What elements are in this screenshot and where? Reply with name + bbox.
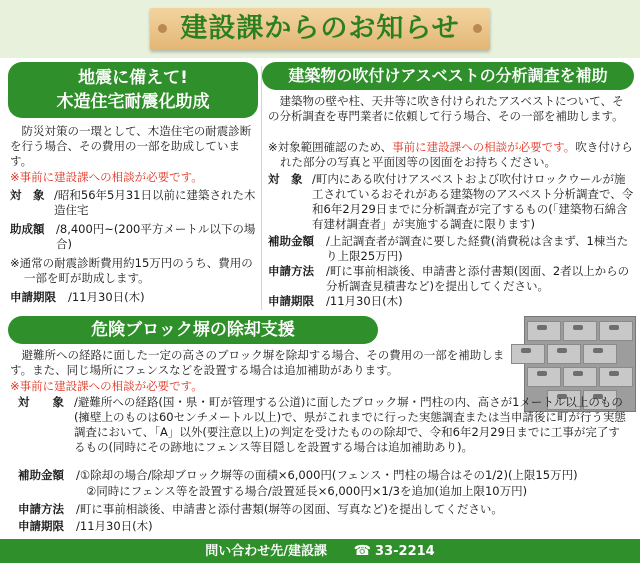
section3-method-value: /町に事前相談後、申請書と添付書類(塀等の図面、写真など)を提出してください。 — [76, 502, 503, 516]
section3-deadline-value: /11月30日(木) — [76, 519, 153, 533]
section1-intro: 防災対策の一環として、木造住宅の耐震診断を行う場合、その費用の一部を助成しています。 — [10, 124, 252, 168]
wall-block — [547, 344, 581, 364]
wall-block-hole — [609, 325, 619, 330]
section1-note: ※通常の耐震診断費用約15万円のうち、費用の一部を町が助成します。 — [10, 256, 253, 285]
wall-block-hole — [573, 325, 583, 330]
section3-amount-value2: ②同時にフェンス等を設置する場合/設置延長×6,000円×1/3を追加(追加上限10万円) — [86, 484, 528, 498]
section1-deadline-value: /11月30日(木) — [68, 290, 145, 304]
section2-amount-value: /上記調査者が調査に要した経費(消費税は含まず、1棟当たり上限25万円) — [326, 234, 629, 263]
section1-deadline-label: 申請期限 — [10, 290, 56, 304]
phone-number: 33-2214 — [375, 544, 435, 559]
section2-note-suffix: 吹き付けられた部分の写真と平面図等の図面をお持ちください。 — [280, 140, 633, 169]
section1-amount-row — [10, 222, 258, 254]
section3-amount-label: 補助金額 — [18, 468, 64, 482]
section3-target-value: /避難所への経路(国・県・町が管理する公道)に面したブロック塀・門柱の内、高さが1メートル以上のもの(擁壁上のものは60センチメートル以上)で、県がこれまでに行った実態調査または当申請後に町が行う実態調査において、「A」以外(要注意以上)の判定を受けたものの除却で、令和6年2月29日までに工事が完了するもの(同時にその跡地にフェンス等目隠しを設置する場合は追加補助あり)。 — [74, 395, 626, 454]
section3-method-row — [18, 502, 630, 518]
section2-amount-row — [268, 234, 634, 264]
section1-deadline-row — [10, 290, 258, 306]
section2-method-value: /町に事前相談後、申請書と添付書類(図面、2者以上からの分析調査見積書など)を提出してください。 — [326, 264, 630, 293]
section2-target-row — [268, 172, 634, 234]
section1-heading-line1: 地震に備えて! — [78, 68, 188, 88]
wall-block-hole — [537, 371, 547, 376]
section1-target-row — [10, 188, 258, 220]
section1-heading-line2: 木造住宅耐震化助成 — [56, 92, 210, 112]
wall-block-hole — [573, 371, 583, 376]
section3-target-row — [18, 395, 630, 457]
contact-footer — [0, 539, 640, 563]
contact-label: 問い合わせ先/建設課 — [205, 544, 328, 559]
section3-amount-row — [18, 468, 630, 500]
wall-block-hole — [609, 371, 619, 376]
section2-method-row — [268, 264, 634, 294]
section1-target-label: 対 象 — [10, 188, 45, 202]
phone-number-group — [354, 544, 435, 559]
telephone-icon: ☎ — [353, 543, 372, 559]
section1-heading — [8, 62, 258, 118]
wall-block — [527, 321, 561, 341]
section2-deadline-label: 申請期限 — [268, 294, 314, 308]
section2-method-label: 申請方法 — [268, 264, 314, 278]
wall-block-hole — [557, 348, 567, 353]
section3-method-label: 申請方法 — [18, 502, 64, 516]
section3-target-label: 対 象 — [18, 395, 64, 409]
section3-deadline-row — [18, 519, 630, 535]
section3-amount-value1: /①除却の場合/除却ブロック塀等の面積×6,000円(フェンス・門柱の場合はその1/2)(上限15万円) — [76, 468, 578, 482]
wall-block — [563, 367, 597, 387]
section3-deadline-label: 申請期限 — [18, 519, 64, 533]
section1-amount-value: /8,400円~(200平方メートル以下の場合) — [56, 222, 256, 251]
section2-amount-label: 補助金額 — [268, 234, 314, 248]
section1-target-value: /昭和56年5月31日以前に建築された木造住宅 — [54, 188, 256, 217]
section2-heading: 建築物の吹付けアスベストの分析調査を補助 — [262, 62, 634, 90]
wall-block-hole — [537, 325, 547, 330]
section1-notice: ※事前に建設課への相談が必要です。 — [10, 170, 203, 184]
wall-block — [583, 344, 617, 364]
section3-notice: ※事前に建設課への相談が必要です。 — [10, 379, 203, 393]
column-divider — [261, 66, 262, 310]
section2-deadline-row — [268, 294, 634, 310]
wall-block — [599, 367, 633, 387]
wall-block — [599, 321, 633, 341]
section1-amount-label: 助成額 — [10, 222, 45, 236]
section2-note-prefix: ※対象範囲確認のため、 — [268, 140, 393, 154]
section3-intro: 避難所への経路に面した一定の高さのブロック塀を除却する場合、その費用の一部を補助します。また、同じ場所にフェンスなどを設置する場合は追加補助があります。 — [10, 348, 505, 377]
section3-heading: 危険ブロック塀の除却支援 — [8, 316, 378, 344]
section2-deadline-value: /11月30日(木) — [326, 294, 403, 308]
wall-block — [527, 367, 561, 387]
section2-target-value: /町内にある吹付けアスベストおよび吹付けロックウールが施工されているおそれがある建築物のアスベスト分析調査で、令和6年2月29日までに分析調査が完了するもの(「建築物石綿含有建材調査者」が実施する調査に限ります) — [312, 172, 634, 231]
section2-intro: 建築物の壁や柱、天井等に吹き付けられたアスベストについて、その分析調査を専門業者に依頼して行う場合、その一部を補助します。 — [268, 94, 624, 123]
wall-block-hole — [593, 348, 603, 353]
section2-target-label: 対 象 — [268, 172, 303, 186]
wall-block — [563, 321, 597, 341]
page-title: 建設課からのお知らせ — [180, 13, 460, 44]
wall-block-hole — [521, 348, 531, 353]
section2-note — [268, 140, 634, 170]
section2-note-red: 事前に建設課への相談が必要です。 — [392, 140, 576, 154]
